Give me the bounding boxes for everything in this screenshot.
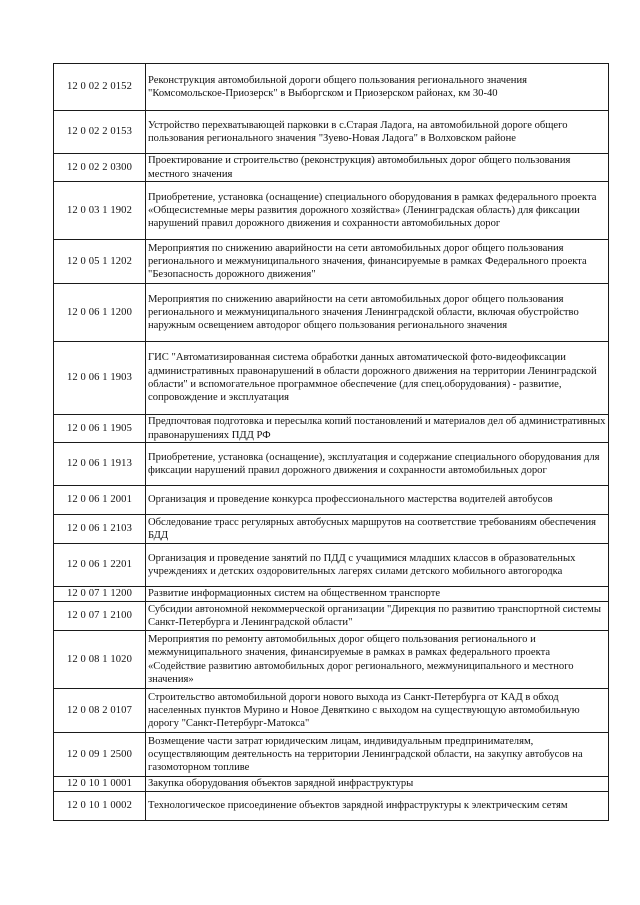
row-name-cell: Устройство перехватывающей парковки в с.Старая Ладога, на автомобильной дороге общего пользования регионального значения "Зуево-Новая Ладога" в Волховском районе	[146, 111, 609, 154]
row-code-cell: 12 0 08 1 1020	[54, 631, 146, 689]
table-row	[54, 631, 609, 689]
row-name-cell: Возмещение части затрат юридическим лицам, индивидуальным предпринимателям, осуществляющим деятельность на территории Ленинградской области, на закупку автобусов на газомоторном топливе	[146, 733, 609, 777]
table-row	[54, 689, 609, 733]
row-name-cell: Развитие информационных систем на общественном транспорте	[146, 587, 609, 602]
row-name-cell: Мероприятия по ремонту автомобильных дорог общего пользования регионального и межмуниципального значения, финансируемые в рамках в рамках федерального проекта «Содействие развитию автомобильных дорог регионального, межмуниципального и местного значения»	[146, 631, 609, 689]
row-name-cell: Реконструкция автомобильной дороги общего пользования регионального значения "Комсомольское-Приозерск" в Выборгском и Приозерском районах, км 30-40	[146, 64, 609, 111]
row-name-cell: Строительство автомобильной дороги нового выхода из Санкт-Петербурга от КАД в обход населенных пунктов Мурино и Новое Девяткино с выходом на существующую автомобильную дорогу "Санкт-Петербург-Матокса"	[146, 689, 609, 733]
row-code-cell: 12 0 06 1 1903	[54, 342, 146, 415]
row-code-cell: 12 0 03 1 1902	[54, 182, 146, 240]
table-row	[54, 415, 609, 443]
row-name-cell: Технологическое присоединение объектов зарядной инфраструктуры к электрическим сетям	[146, 792, 609, 821]
row-code-cell: 12 0 06 1 1200	[54, 284, 146, 342]
row-name-cell: Приобретение, установка (оснащение), эксплуатация и содержание специального оборудования для фиксации нарушений правил дорожного движения и сохранности автомобильных дорог	[146, 443, 609, 486]
row-name-cell: ГИС "Автоматизированная система обработки данных автоматической фото-видеофиксации административных правонарушений в области дорожного движения на территории Ленинградской области" и вспомогательное программное обеспечение (для спец.оборудования) - развитие, сопровождение и эксплуатация	[146, 342, 609, 415]
row-name-cell: Организация и проведение конкурса профессионального мастерства водителей автобусов	[146, 486, 609, 515]
table-row	[54, 284, 609, 342]
row-code-cell: 12 0 06 1 2103	[54, 515, 146, 544]
table-row	[54, 602, 609, 631]
row-name-cell: Мероприятия по снижению аварийности на сети автомобильных дорог общего пользования регионального и межмуниципального значения, финансируемые в рамках Федерального проекта "Безопасность дорожного движения"	[146, 240, 609, 284]
row-code-cell: 12 0 06 1 1913	[54, 443, 146, 486]
row-code-cell: 12 0 06 1 2001	[54, 486, 146, 515]
table-body	[54, 64, 609, 821]
row-code-cell: 12 0 10 1 0002	[54, 792, 146, 821]
row-name-cell: Закупка оборудования объектов зарядной инфраструктуры	[146, 777, 609, 792]
row-code-cell: 12 0 07 1 1200	[54, 587, 146, 602]
table-row	[54, 777, 609, 792]
table-row	[54, 154, 609, 182]
row-code-cell: 12 0 06 1 2201	[54, 544, 146, 587]
row-code-cell: 12 0 06 1 1905	[54, 415, 146, 443]
row-code-cell: 12 0 05 1 1202	[54, 240, 146, 284]
row-code-cell: 12 0 10 1 0001	[54, 777, 146, 792]
row-code-cell: 12 0 08 2 0107	[54, 689, 146, 733]
table-row	[54, 64, 609, 111]
row-name-cell: Предпочтовая подготовка и пересылка копий постановлений и материалов дел об административных правонарушениях ПДД РФ	[146, 415, 609, 443]
row-code-cell: 12 0 09 1 2500	[54, 733, 146, 777]
row-code-cell: 12 0 07 1 2100	[54, 602, 146, 631]
row-name-cell: Организация и проведение занятий по ПДД с учащимися младших классов в образовательных учреждениях и детских оздоровительных лагерях силами детского мобильного автогородка	[146, 544, 609, 587]
row-code-cell: 12 0 02 2 0300	[54, 154, 146, 182]
row-name-cell: Мероприятия по снижению аварийности на сети автомобильных дорог общего пользования регионального и межмуниципального значения Ленинградской области, включая обустройство наружным освещением автодорог общего пользования регионального значения	[146, 284, 609, 342]
table-row	[54, 443, 609, 486]
row-name-cell: Субсидии автономной некоммерческой организации "Дирекция по развитию транспортной системы Санкт-Петербурга и Ленинградской области"	[146, 602, 609, 631]
row-code-cell: 12 0 02 2 0152	[54, 64, 146, 111]
row-code-cell: 12 0 02 2 0153	[54, 111, 146, 154]
table-row	[54, 240, 609, 284]
table-row	[54, 515, 609, 544]
table-row	[54, 111, 609, 154]
table-row	[54, 544, 609, 587]
table-row	[54, 486, 609, 515]
table-row	[54, 342, 609, 415]
table-row	[54, 587, 609, 602]
row-name-cell: Приобретение, установка (оснащение) специального оборудования в рамках федерального проекта «Общесистемные меры развития дорожного хозяйства» (Ленинградская область) для фиксации нарушений правил дорожного движения и сохранности автомобильных дорог	[146, 182, 609, 240]
table-row	[54, 733, 609, 777]
table-row	[54, 792, 609, 821]
table-row	[54, 182, 609, 240]
budget-classification-table	[53, 63, 609, 821]
row-name-cell: Обследование трасс регулярных автобусных маршрутов на соответствие требованиям обеспечения БДД	[146, 515, 609, 544]
row-name-cell: Проектирование и строительство (реконструкция) автомобильных дорог общего пользования местного значения	[146, 154, 609, 182]
